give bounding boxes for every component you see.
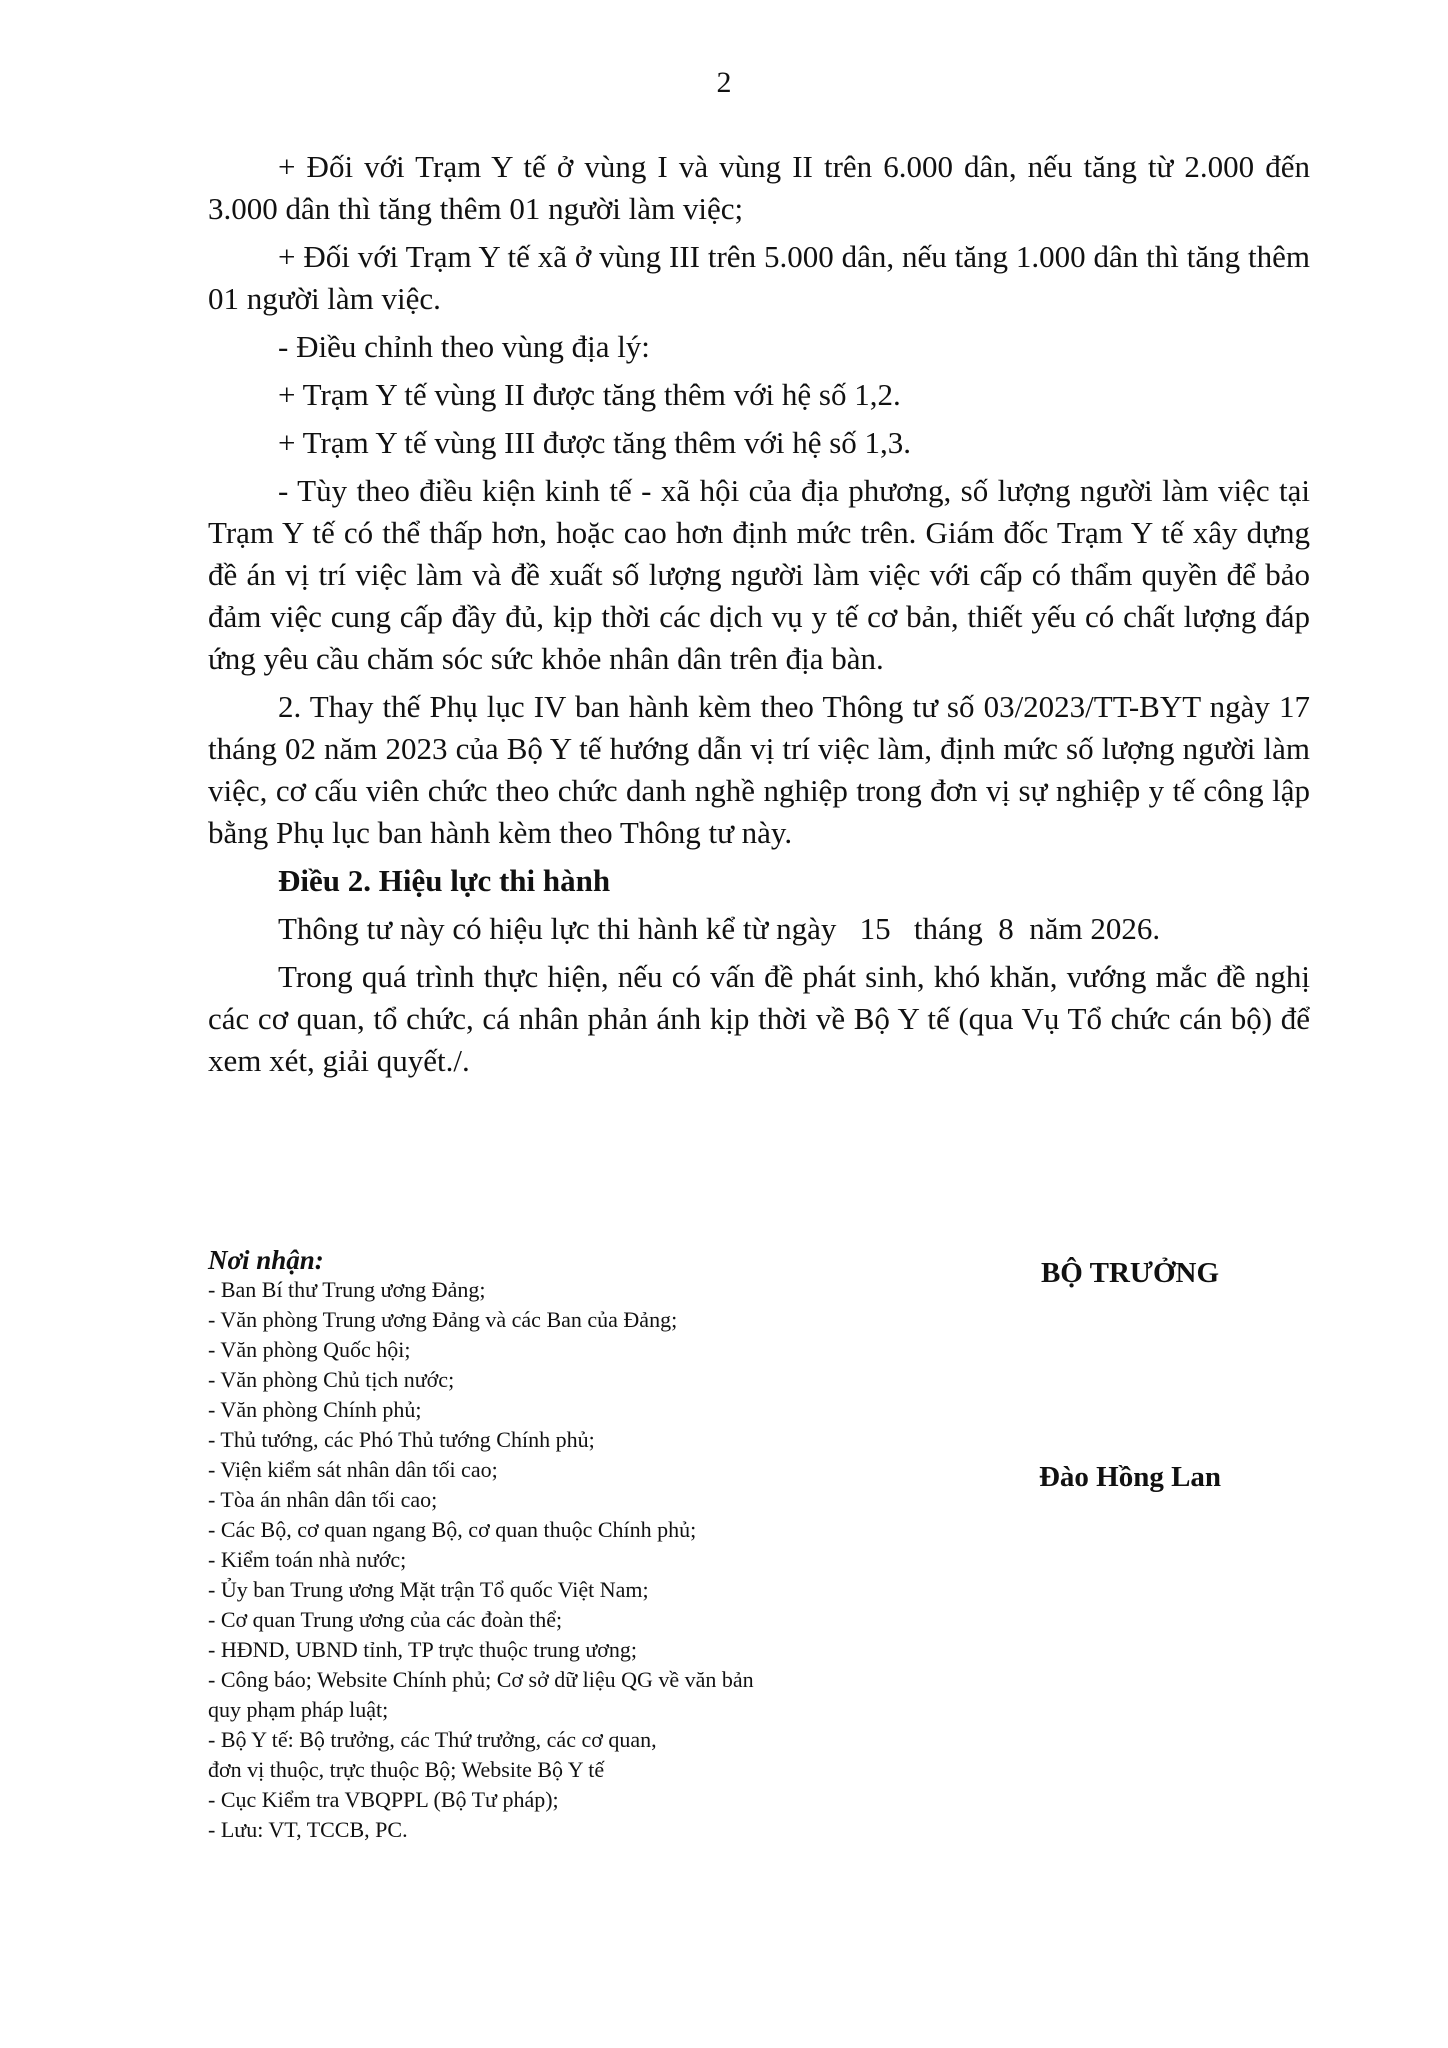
article-heading: Điều 2. Hiệu lực thi hành	[278, 863, 611, 898]
signature-block	[960, 1255, 1300, 1495]
page-number: 2	[716, 66, 732, 99]
list-item: - Cục Kiểm tra VBQPPL (Bộ Tư pháp);	[208, 1787, 559, 1812]
list-item: - Văn phòng Chủ tịch nước;	[208, 1367, 455, 1392]
signer-name: Đào Hồng Lan	[1038, 1461, 1222, 1493]
list-item: - Ủy ban Trung ương Mặt trận Tổ quốc Việt Nam;	[208, 1577, 649, 1602]
list-item: - Văn phòng Chính phủ;	[208, 1397, 422, 1422]
paragraph: - Điều chỉnh theo vùng địa lý:	[278, 329, 650, 364]
list-item: - Văn phòng Quốc hội;	[208, 1337, 411, 1362]
closing-paragraph: Trong quá trình thực hiện, nếu có vấn đề phát sinh, khó khăn, vướng mắc đề nghị các cơ quan, tổ chức, cá nhân phản ánh kịp thời về Bộ Y tế (qua Vụ Tổ chức cán bộ) để xem xét, giải quyết./.	[208, 959, 1310, 1078]
list-item: quy phạm pháp luật;	[208, 1697, 389, 1722]
list-item: - Ban Bí thư Trung ương Đảng;	[208, 1277, 486, 1302]
list-item: - Tòa án nhân dân tối cao;	[208, 1487, 438, 1512]
paragraph: 2. Thay thế Phụ lục IV ban hành kèm theo Thông tư số 03/2023/TT-BYT ngày 17 tháng 02 năm 2023 của Bộ Y tế hướng dẫn vị trí việc làm, định mức số lượng người làm việc, cơ cấu viên chức theo chức danh nghề nghiệp trong đơn vị sự nghiệp y tế công lập bằng Phụ lục ban hành kèm theo Thông tư này.	[208, 689, 1310, 850]
paragraph: + Đối với Trạm Y tế ở vùng I và vùng II trên 6.000 dân, nếu tăng từ 2.000 đến 3.000 dân thì tăng thêm 01 người làm việc;	[208, 149, 1310, 226]
body-text	[208, 146, 1310, 1088]
list-item: - Lưu: VT, TCCB, PC.	[208, 1817, 408, 1842]
list-item: - Bộ Y tế: Bộ trưởng, các Thứ trưởng, các cơ quan,	[208, 1727, 657, 1752]
recipients-list	[208, 1275, 908, 1845]
list-item: - Công báo; Website Chính phủ; Cơ sở dữ liệu QG về văn bản	[208, 1667, 754, 1692]
list-item: - Thủ tướng, các Phó Thủ tướng Chính phủ;	[208, 1427, 595, 1452]
paragraph: - Tùy theo điều kiện kinh tế - xã hội của địa phương, số lượng người làm việc tại Trạm Y tế có thể thấp hơn, hoặc cao hơn định mức trên. Giám đốc Trạm Y tế xây dựng đề án vị trí việc làm và đề xuất số lượng người làm việc với cấp có thẩm quyền để bảo đảm việc cung cấp đầy đủ, kịp thời các dịch vụ y tế cơ bản, thiết yếu có chất lượng đáp ứng yêu cầu chăm sóc sức khỏe nhân dân trên địa bàn.	[208, 473, 1310, 676]
list-item: - Các Bộ, cơ quan ngang Bộ, cơ quan thuộc Chính phủ;	[208, 1517, 697, 1542]
signer-title: BỘ TRƯỞNG	[1040, 1257, 1220, 1289]
recipients-title: Nơi nhận:	[208, 1245, 324, 1275]
list-item: - Kiểm toán nhà nước;	[208, 1547, 407, 1572]
recipients-block	[208, 1245, 908, 1845]
effective-date-text: Thông tư này có hiệu lực thi hành kể từ ngày 15 tháng 8 năm 2026.	[278, 911, 1161, 946]
list-item: - HĐND, UBND tỉnh, TP trực thuộc trung ương;	[208, 1637, 638, 1662]
paragraph: + Đối với Trạm Y tế xã ở vùng III trên 5.000 dân, nếu tăng 1.000 dân thì tăng thêm 01 người làm việc.	[208, 239, 1310, 316]
list-item: - Viện kiểm sát nhân dân tối cao;	[208, 1457, 498, 1482]
paragraph: + Trạm Y tế vùng III được tăng thêm với hệ số 1,3.	[278, 425, 912, 460]
list-item: - Văn phòng Trung ương Đảng và các Ban của Đảng;	[208, 1307, 678, 1332]
paragraph: + Trạm Y tế vùng II được tăng thêm với hệ số 1,2.	[278, 377, 901, 412]
list-item: đơn vị thuộc, trực thuộc Bộ; Website Bộ Y tế	[208, 1757, 605, 1782]
list-item: - Cơ quan Trung ương của các đoàn thể;	[208, 1607, 563, 1632]
